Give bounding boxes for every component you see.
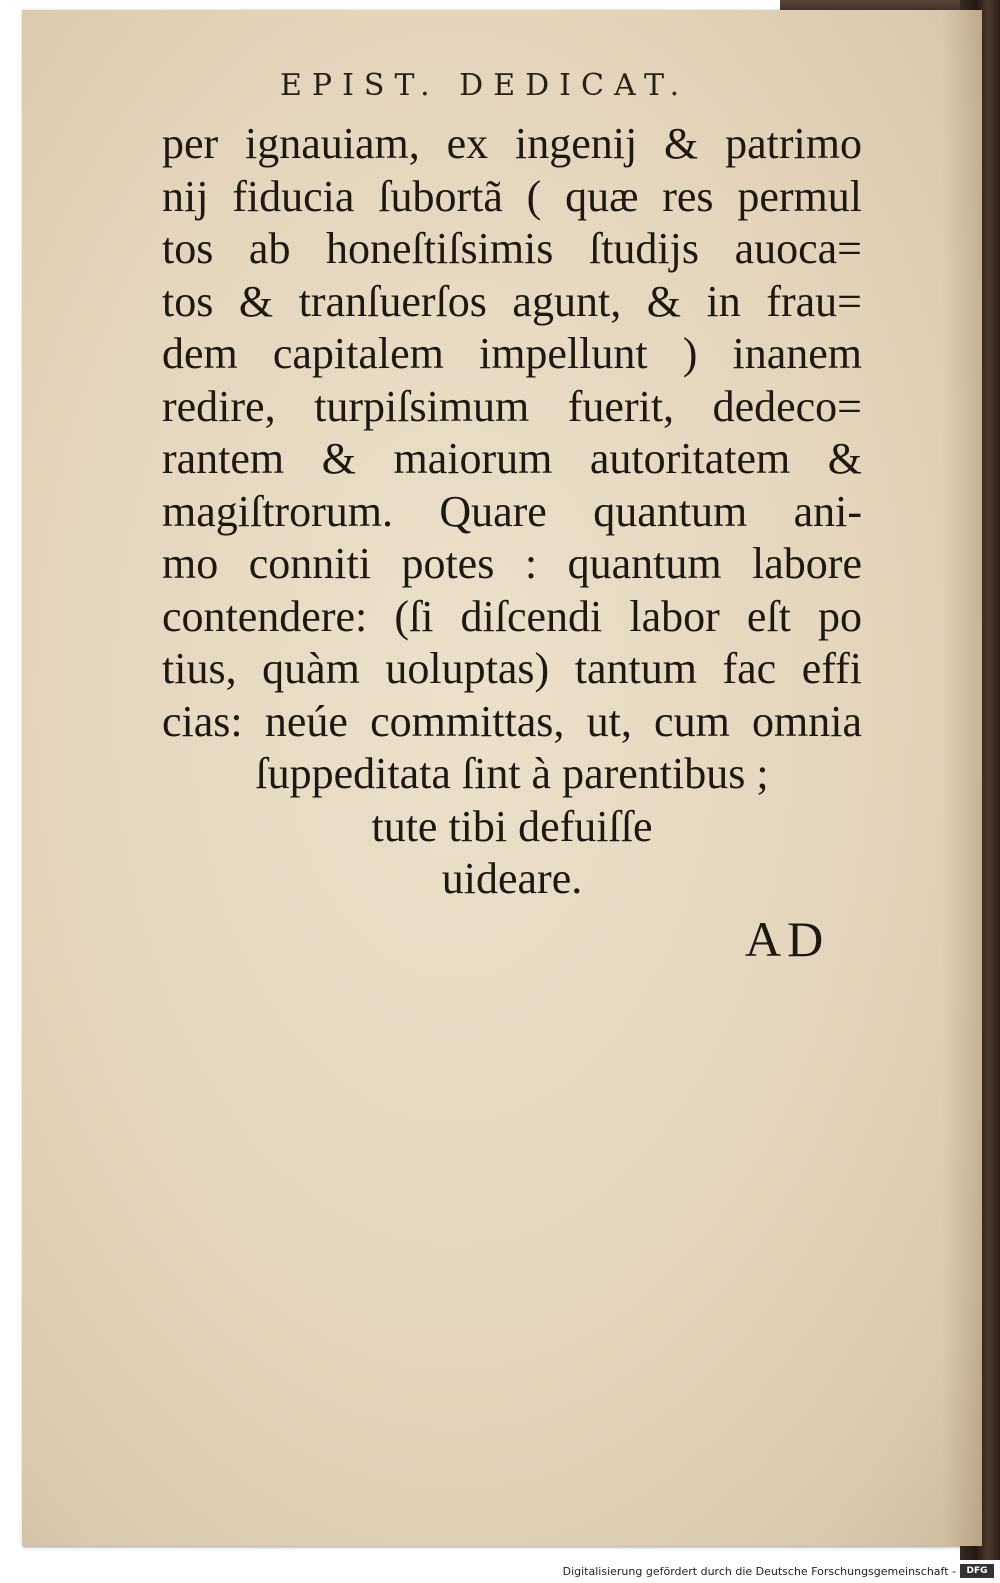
text-line: cias: neúe committas, ut, cum omnia [162, 696, 862, 746]
text-line: nij fiducia ſubortã ( quæ res permul [162, 171, 862, 221]
text-line: magiſtrorum. Quare quantum ani- [162, 486, 862, 536]
text-line: per ignauiam, ex ingenij & patrimo [162, 119, 862, 168]
text-line: redire, turpiſsimum fuerit, dedeco= [162, 381, 862, 431]
text-line: tius, quàm uoluptas) tantum fac effi [162, 644, 862, 693]
text-line: dem capitalem impellunt ) inanem [162, 329, 862, 378]
page-gutter-shade [942, 10, 982, 1546]
text-line: tute tibi defuiſſe [371, 801, 653, 851]
text-line: tos ab honeſtiſsimis ſtudijs auoca= [162, 224, 862, 273]
catchword: AD [745, 911, 830, 967]
digitization-credit: Digitalisierung gefördert durch die Deutsche Forschungsgemeinschaft - [562, 1565, 956, 1578]
dfg-logo-icon: DFG [960, 1564, 994, 1578]
text-line: contendere: (ſi diſcendi labor eſt po [162, 591, 862, 641]
text-line: mo conniti potes : quantum labore [162, 539, 862, 588]
text-line: uideare. [441, 854, 583, 903]
text-line: ſuppeditata ſint à parentibus ; [255, 749, 769, 798]
body-text [162, 118, 862, 906]
text-line: rantem & maiorum autoritatem & [162, 434, 862, 483]
running-head: EPIST. DEDICAT. [280, 68, 690, 103]
text-line: tos & tranſuerſos agunt, & in frau= [162, 276, 862, 326]
